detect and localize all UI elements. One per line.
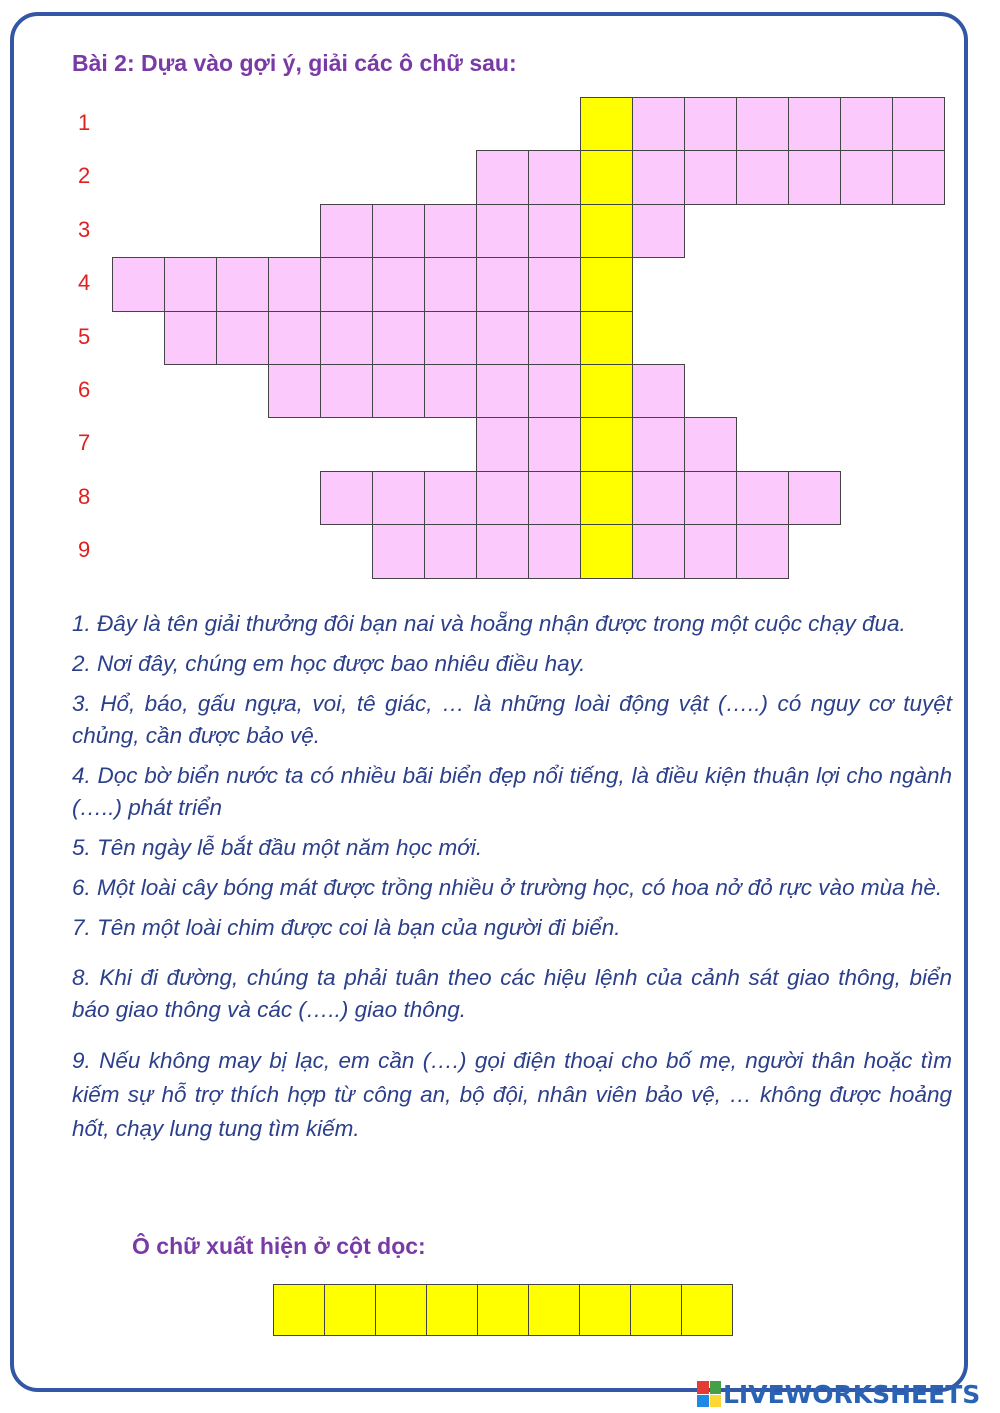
answer-label: Ô chữ xuất hiện ở cột dọc: — [132, 1233, 426, 1259]
crossword-cell[interactable] — [424, 257, 477, 311]
crossword-cell[interactable] — [528, 150, 581, 204]
crossword-cell[interactable] — [268, 257, 321, 311]
clue-9: 9. Nếu không may bị lạc, em cần (….) gọi điện thoại cho bố mẹ, người thân hoặc tìm kiếm sự hỗ trợ thích hợp từ công an, bộ đội, nhân viên bảo vệ, … không được hoảng hốt, chạy lung tung tìm kiếm. — [72, 1048, 952, 1141]
answer-box[interactable] — [324, 1284, 376, 1336]
crossword-cell[interactable] — [684, 471, 737, 525]
crossword-cell[interactable] — [736, 524, 789, 578]
crossword-cell[interactable] — [112, 257, 165, 311]
key-column-cell[interactable] — [580, 311, 633, 365]
logo-icon — [697, 1381, 721, 1407]
key-column-cell[interactable] — [580, 150, 633, 204]
clue-6: 6. Một loài cây bóng mát được trồng nhiều ở trường học, có hoa nở đỏ rực vào mùa hè. — [72, 875, 943, 900]
crossword-cell[interactable] — [892, 150, 945, 204]
crossword-cell[interactable] — [788, 150, 841, 204]
crossword-cell[interactable] — [268, 311, 321, 365]
key-column-cell[interactable] — [580, 524, 633, 578]
crossword-cell[interactable] — [424, 311, 477, 365]
crossword-cell[interactable] — [216, 311, 269, 365]
crossword-cell[interactable] — [528, 364, 581, 418]
clue-8: 8. Khi đi đường, chúng ta phải tuân theo các hiệu lệnh của cảnh sát giao thông, biển báo giao thông và các (…..) giao thông. — [72, 965, 952, 1022]
crossword-cell[interactable] — [320, 471, 373, 525]
crossword-cell[interactable] — [164, 311, 217, 365]
crossword-cell[interactable] — [788, 97, 841, 151]
crossword-cell[interactable] — [372, 471, 425, 525]
crossword-cell[interactable] — [632, 471, 685, 525]
key-column-cell[interactable] — [580, 471, 633, 525]
crossword-cell[interactable] — [476, 417, 529, 471]
crossword-cell[interactable] — [736, 97, 789, 151]
crossword-cell[interactable] — [684, 97, 737, 151]
logo-text: LIVEWORKSHEETS — [723, 1379, 981, 1409]
crossword-cell[interactable] — [320, 364, 373, 418]
crossword-cell[interactable] — [788, 471, 841, 525]
crossword-cell[interactable] — [372, 524, 425, 578]
crossword-cell[interactable] — [320, 204, 373, 258]
crossword-cell[interactable] — [476, 257, 529, 311]
row-number: 3 — [78, 216, 91, 242]
crossword-cell[interactable] — [528, 417, 581, 471]
crossword-cell[interactable] — [476, 311, 529, 365]
row-number: 2 — [78, 163, 91, 189]
key-column-cell[interactable] — [580, 417, 633, 471]
crossword-cell[interactable] — [736, 471, 789, 525]
crossword-cell[interactable] — [268, 364, 321, 418]
answer-box[interactable] — [375, 1284, 427, 1336]
clue-2: 2. Nơi đây, chúng em học được bao nhiêu điều hay. — [72, 651, 586, 676]
crossword-cell[interactable] — [216, 257, 269, 311]
crossword-cell[interactable] — [736, 150, 789, 204]
crossword-cell[interactable] — [632, 417, 685, 471]
row-number: 1 — [78, 110, 91, 135]
crossword-cell[interactable] — [632, 150, 685, 204]
crossword-cell[interactable] — [632, 524, 685, 578]
clue-list — [72, 608, 952, 1146]
crossword-cell[interactable] — [372, 364, 425, 418]
answer-box[interactable] — [426, 1284, 478, 1336]
clue-4: 4. Dọc bờ biển nước ta có nhiều bãi biển đẹp nổi tiếng, là điều kiện thuận lợi cho ngành (…..) phát triển — [72, 763, 952, 820]
clue-1: 1. Đây là tên giải thưởng đôi bạn nai và hoẵng nhận được trong một cuộc chạy đua. — [72, 611, 906, 636]
crossword-cell[interactable] — [164, 257, 217, 311]
crossword-cell[interactable] — [424, 524, 477, 578]
key-column-cell[interactable] — [580, 257, 633, 311]
liveworksheets-logo — [697, 1377, 980, 1411]
clue-3: 3. Hổ, báo, gấu ngựa, voi, tê giác, … là những loài động vật (…..) có nguy cơ tuyệt chủng, cần được bảo vệ. — [72, 691, 952, 748]
crossword-cell[interactable] — [684, 524, 737, 578]
row-number: 5 — [78, 323, 91, 349]
key-column-cell[interactable] — [580, 364, 633, 418]
crossword-cell[interactable] — [528, 524, 581, 578]
crossword-cell[interactable] — [372, 204, 425, 258]
crossword-cell[interactable] — [528, 204, 581, 258]
answer-box[interactable] — [579, 1284, 631, 1336]
crossword-cell[interactable] — [840, 97, 893, 151]
crossword-cell[interactable] — [320, 257, 373, 311]
crossword-cell[interactable] — [528, 311, 581, 365]
crossword-cell[interactable] — [424, 471, 477, 525]
crossword-cell[interactable] — [476, 150, 529, 204]
answer-box[interactable] — [273, 1284, 325, 1336]
row-number: 8 — [78, 483, 91, 509]
crossword-cell[interactable] — [632, 364, 685, 418]
crossword-cell[interactable] — [476, 364, 529, 418]
answer-box[interactable] — [477, 1284, 529, 1336]
clue-5: 5. Tên ngày lễ bắt đầu một năm học mới. — [72, 835, 483, 860]
crossword-cell[interactable] — [476, 524, 529, 578]
crossword-cell[interactable] — [372, 257, 425, 311]
key-column-cell[interactable] — [580, 97, 633, 151]
crossword-cell[interactable] — [528, 471, 581, 525]
answer-box[interactable] — [681, 1284, 733, 1336]
crossword-cell[interactable] — [632, 204, 685, 258]
key-column-cell[interactable] — [580, 204, 633, 258]
crossword-cell[interactable] — [632, 97, 685, 151]
crossword-cell[interactable] — [892, 97, 945, 151]
crossword-cell[interactable] — [684, 417, 737, 471]
row-number: 6 — [78, 377, 91, 402]
crossword-cell[interactable] — [476, 204, 529, 258]
row-number: 7 — [78, 430, 91, 456]
crossword-cell[interactable] — [528, 257, 581, 311]
crossword-cell[interactable] — [424, 364, 477, 418]
answer-box[interactable] — [528, 1284, 580, 1336]
exercise-title: Bài 2: Dựa vào gợi ý, giải các ô chữ sau: — [72, 50, 517, 76]
row-number: 9 — [78, 537, 91, 563]
crossword-cell[interactable] — [424, 204, 477, 258]
crossword-cell[interactable] — [840, 150, 893, 204]
crossword-cell[interactable] — [372, 311, 425, 365]
answer-box[interactable] — [630, 1284, 682, 1336]
row-number: 4 — [78, 270, 91, 296]
crossword-cell[interactable] — [320, 311, 373, 365]
clue-7: 7. Tên một loài chim được coi là bạn của người đi biển. — [72, 915, 621, 940]
crossword-cell[interactable] — [684, 150, 737, 204]
crossword-cell[interactable] — [476, 471, 529, 525]
